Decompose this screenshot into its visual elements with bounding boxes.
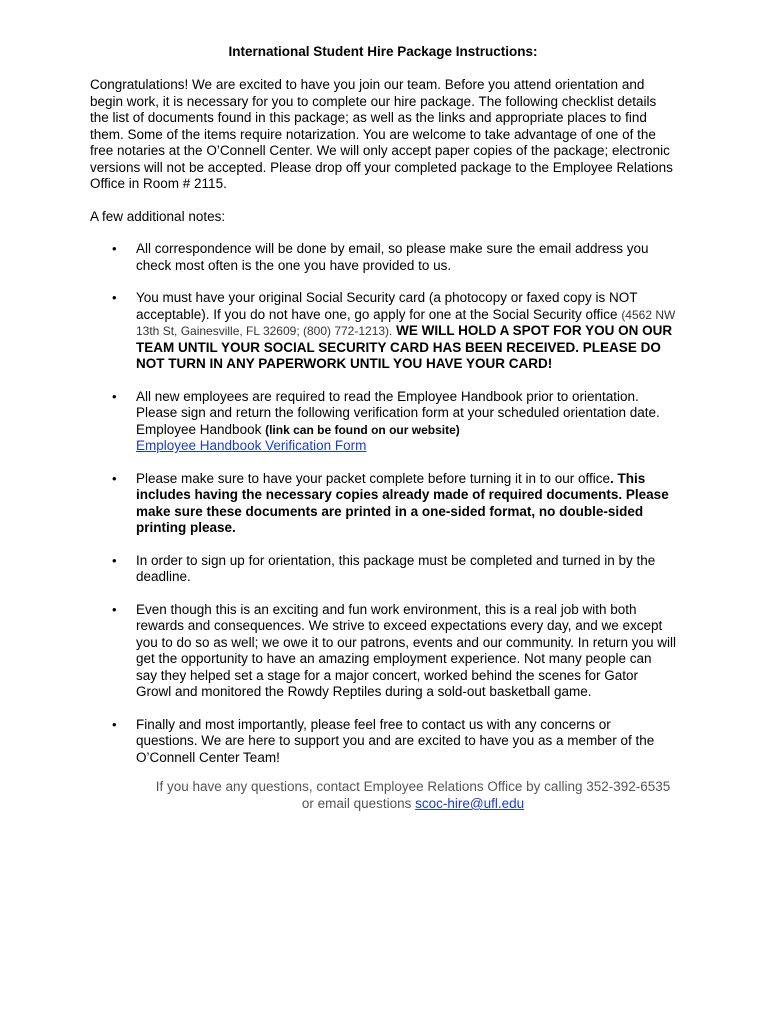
note-orientation: In order to sign up for orientation, this package must be completed and turned in by the deadline. (136, 552, 656, 584)
list-item (90, 553, 676, 586)
packet-warning: . This includes having the necessary copies already made of required documents. Please make sure these documents are printed in a one-sided format, no double-sided printing please. (136, 470, 669, 535)
bullet-icon: • (112, 552, 117, 568)
note-work-environment: Even though this is an exciting and fun work environment, this is a real job with both rewards and consequences. We strive to exceed expectations every day, and we except you to do so as well; we owe it to our patrons, events and our community. In return you will get the opportunity to have an amazing employment experience. Not many people can say they helped set a stage for a major concert, worked behind the scenes for Gator Growl and monitored the Rowdy Reptiles during a sold-out basketball game. (136, 601, 677, 699)
contact-footer (90, 778, 676, 812)
note-ssn-text: You must have your original Social Security card (a photocopy or faxed copy is NOT acceptable). If you do not have one, go apply for one at the Social Security office (136, 290, 638, 322)
contact-email-link[interactable]: scoc-hire@ufl.edu (415, 796, 525, 811)
list-item (90, 241, 676, 274)
intro-paragraph: Congratulations! We are excited to have you join our team. Before you attend orientation and begin work, it is necessary for you to complete our hire package. The following checklist details the list of documents found in this package; as well as the links and appropriate places to find them. Some of the items require notarization. You are welcome to take advantage of one of the free notaries at the O’Connell Center. We will only accept paper copies of the package; electronic versions will not be accepted. Please drop off your completed package to the Employee Relations Office in Room # 2115. (90, 77, 673, 191)
notes-list (90, 241, 676, 766)
contact-prefix: or email questions (301, 796, 416, 811)
note-contact: Finally and most importantly, please feel free to contact us with any concerns or questions. We are here to support you and are excited to have you as a member of the O’Connell Center Team! (136, 716, 655, 765)
ssn-office-address: (4562 NW 13th St, Gainesville, FL 32609; (800) 772-1213). (136, 307, 676, 338)
handbook-verification-link[interactable]: Employee Handbook Verification Form (136, 438, 367, 453)
note-packet-text: Please make sure to have your packet complete before turning it in to our office (136, 470, 611, 486)
contact-line-1: If you have any questions, contact Employee Relations Office by calling 352-392-6535 (155, 779, 671, 794)
notes-heading: A few additional notes: (90, 208, 226, 224)
contact-line-2 (150, 795, 676, 812)
note-handbook-text: All new employees are required to read the Employee Handbook prior to orientation. Please sign and return the following verification form at your scheduled orientation date. Employee Handbook (136, 388, 660, 437)
page-title: International Student Hire Package Instructions: (228, 44, 538, 59)
ssn-warning: WE WILL HOLD A SPOT FOR YOU ON OUR TEAM UNTIL YOUR SOCIAL SECURITY CARD HAS BEEN RECEIVED. PLEASE DO NOT TURN IN ANY PAPERWORK UNTIL YOU HAVE YOUR CARD! (136, 323, 673, 371)
bullet-icon: • (112, 470, 117, 486)
handbook-note: (link can be found on our website) (265, 422, 460, 437)
bullet-icon: • (112, 601, 117, 617)
list-item (90, 389, 676, 455)
bullet-icon: • (112, 716, 117, 732)
list-item (90, 602, 676, 701)
note-email: All correspondence will be done by email, so please make sure the email address you check most often is the one you have provided to us. (136, 241, 649, 273)
bullet-icon: • (112, 290, 117, 305)
bullet-icon: • (112, 388, 117, 404)
list-item (90, 471, 676, 537)
bullet-icon: • (112, 241, 117, 256)
list-item (90, 717, 676, 767)
list-item (90, 290, 676, 373)
